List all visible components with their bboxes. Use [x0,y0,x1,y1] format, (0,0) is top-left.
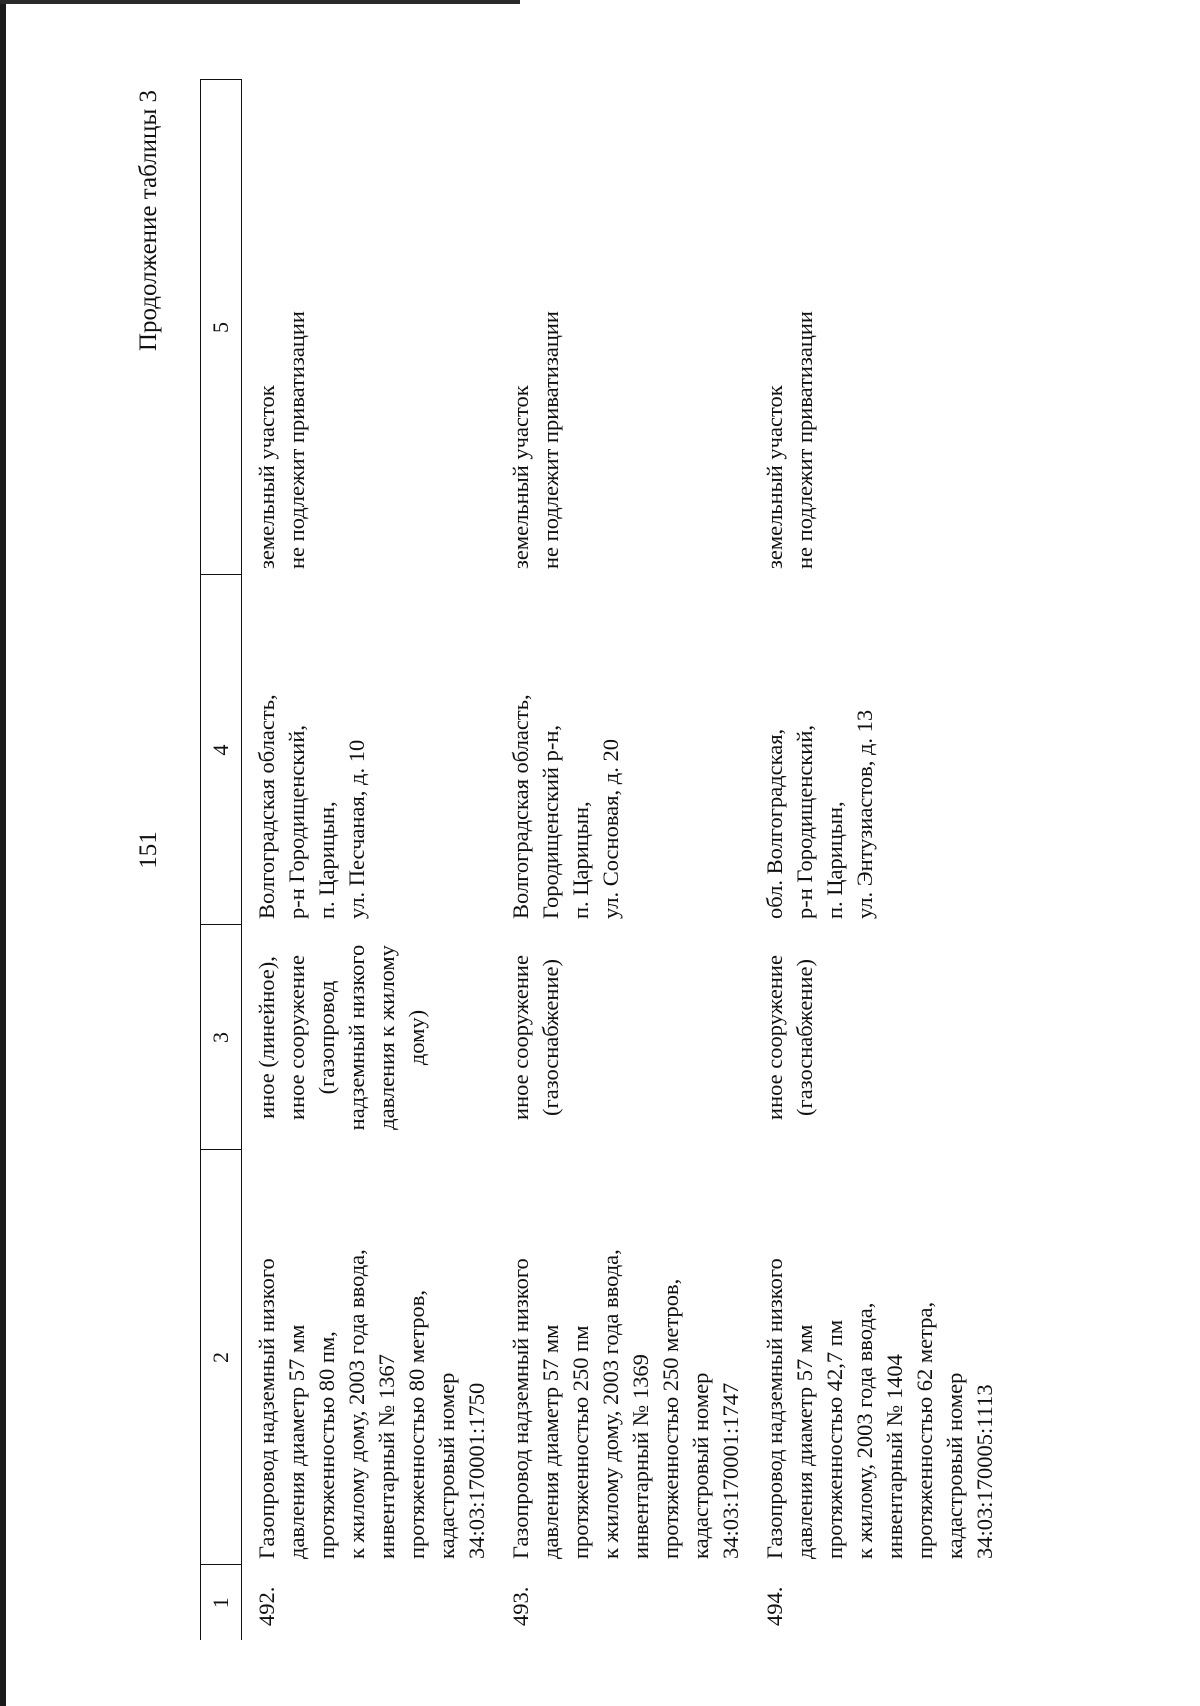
page-number: 151 [135,831,162,869]
object-type: иное (линейное), иное сооружение (газопровод надземный низкого давления к жилому дому) [254,944,429,1131]
object-type: иное сооружение (газоснабжение) [762,955,817,1120]
header-col-4: 4 [201,575,242,925]
header-col-1: 1 [201,1565,242,1640]
row-number: 492. [254,1586,279,1626]
row-number: 494. [762,1586,787,1626]
object-name: Газопровод надземный низкого давления диаметр 57 мм протяженностью 42,7 пм к жилому, 2003 года ввода, инвентарный № 1404 протяженностью 62 метра, кадастровый номер 34:03:170005:1113 [762,1258,997,1559]
object-address: Волгоградская область, р-н Городищенский, п. Царицын, ул. Песчаная, д. 10 [254,694,369,919]
scan-edge-top [0,0,520,4]
header-col-5: 5 [201,80,242,575]
object-address: обл. Волгоградская, р-н Городищенский, п. Царицын, ул. Энтузиастов, д. 13 [762,709,877,919]
header-col-2: 2 [201,1150,242,1565]
table-header-row [201,80,242,1640]
table-caption: Продолжение таблицы 3 [135,90,162,352]
table-row [750,80,1004,1640]
property-table [200,80,1004,1641]
scan-edge-left [0,0,6,1706]
table-row [496,80,750,1640]
object-note: земельный участок не подлежит приватизации [508,311,563,569]
table-row [242,80,497,1640]
header-col-3: 3 [201,925,242,1150]
object-note: земельный участок не подлежит приватизации [762,311,817,569]
object-name: Газопровод надземный низкого давления диаметр 57 мм протяженностью 80 пм, к жилому дому, 2003 года ввода, инвентарный № 1367 протяженностью 80 метров, кадастровый номер 34:03:170001:1750 [254,1249,489,1559]
rotated-page [125,60,1175,1640]
object-name: Газопровод надземный низкого давления диаметр 57 мм протяженностью 250 пм к жилому дому, 2003 года ввода, инвентарный № 1369 протяженностью 250 метров, кадастровый номер 34:03:170001:1747 [508,1249,743,1559]
row-number: 493. [508,1586,533,1626]
object-type: иное сооружение (газоснабжение) [508,955,563,1120]
object-address: Волгоградская область, Городищенский р-н, п. Царицын, ул. Сосновая, д. 20 [508,694,623,919]
object-note: земельный участок не подлежит приватизации [254,311,309,569]
